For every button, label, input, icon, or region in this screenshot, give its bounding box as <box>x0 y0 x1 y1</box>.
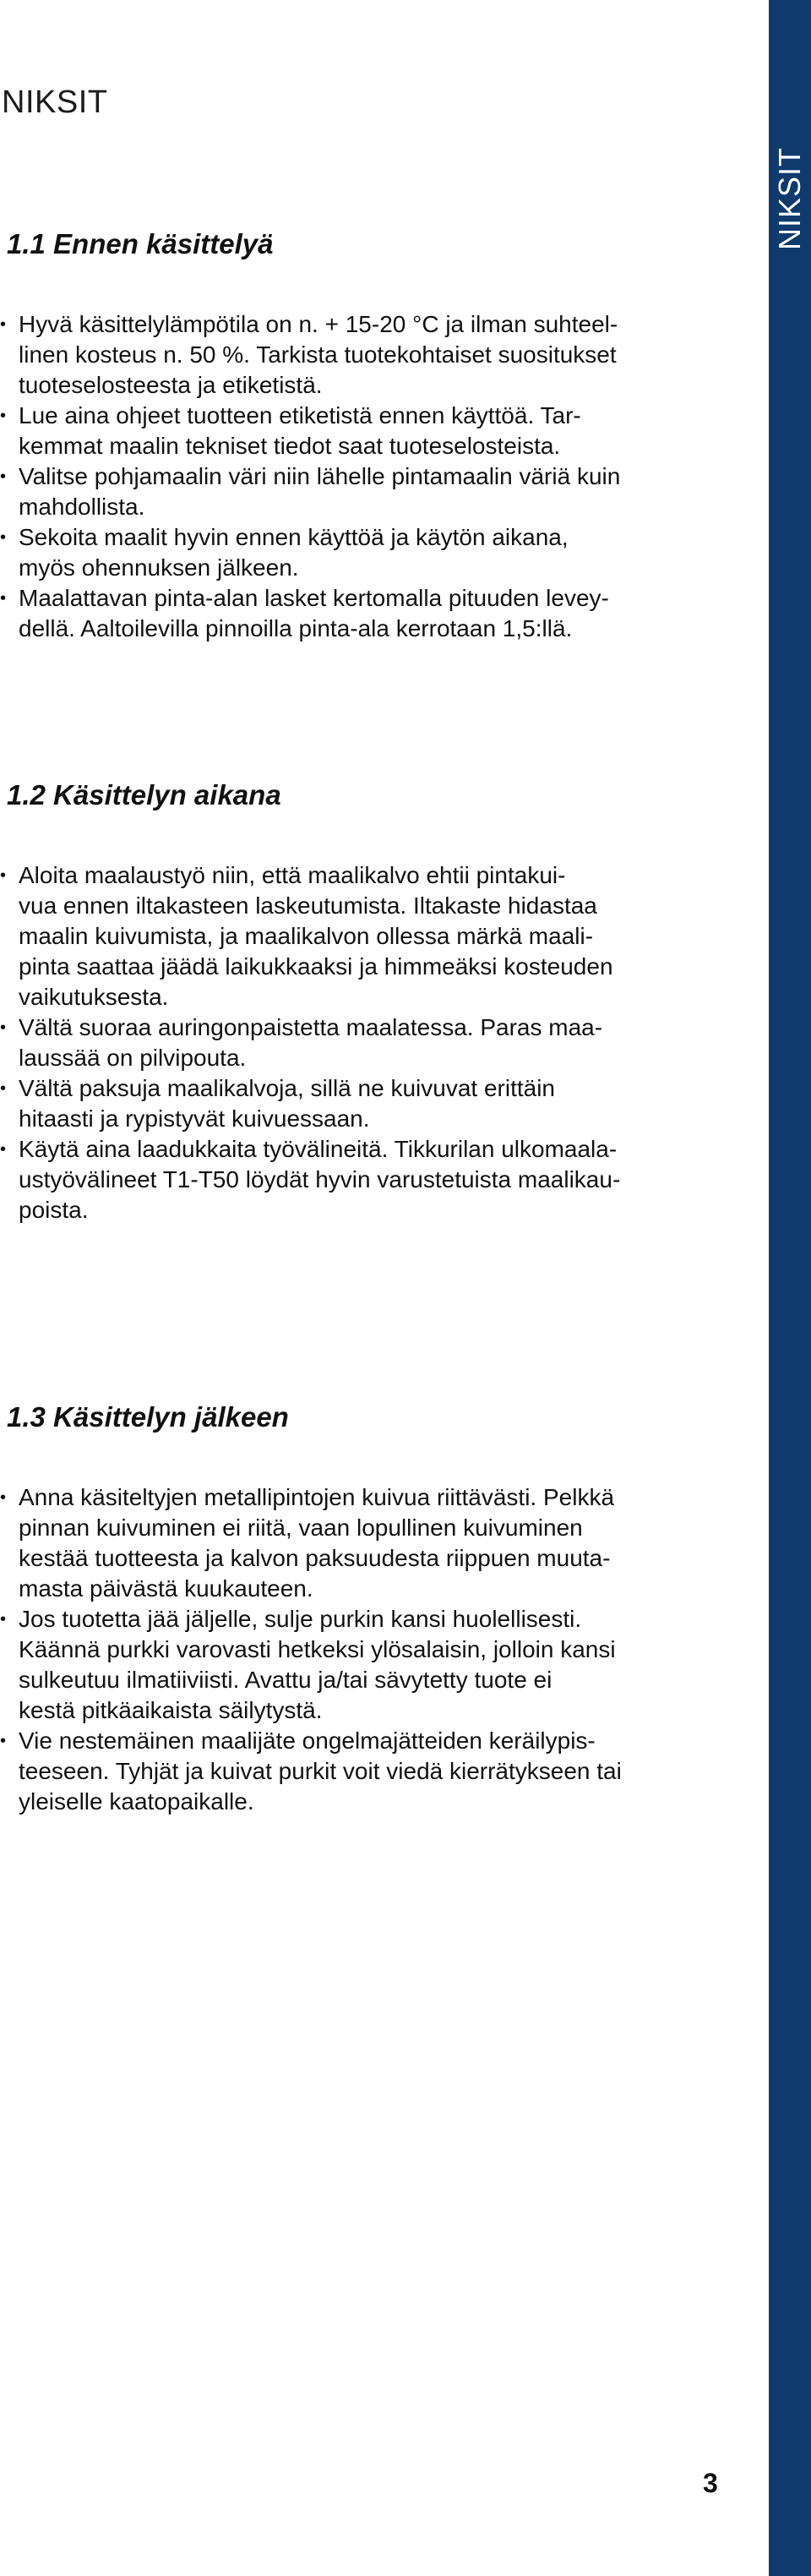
page-number: 3 <box>703 2468 718 2498</box>
bullet-line: vua ennen iltakasteen laskeutumista. Iltakaste hidastaa <box>19 892 597 919</box>
bullet-item <box>7 309 708 401</box>
bullet-line: dellä. Aaltoilevilla pinnoilla pinta-ala kerrotaan 1,5:llä. <box>19 615 573 641</box>
bullet-line: laussää on pilvipouta. <box>19 1045 247 1071</box>
bullet-item <box>7 1134 708 1225</box>
bullet-line: linen kosteus n. 50 %. Tarkista tuotekohtaiset suositukset <box>19 341 617 368</box>
bullet-line: hitaasti ja rypistyvät kuivuessaan. <box>19 1105 370 1132</box>
section-during-treatment <box>7 779 708 1225</box>
bullet-list <box>7 309 708 644</box>
bullet-line: tuoteselosteesta ja etiketistä. <box>19 372 323 398</box>
bullet-line: masta päivästä kuukauteen. <box>19 1575 313 1602</box>
bullet-list <box>7 1482 708 1817</box>
bullet-item <box>7 1726 708 1817</box>
bullet-line: teeseen. Tyhjät ja kuivat purkit voit viedä kierrätykseen tai <box>19 1758 622 1784</box>
side-label: NIKSIT <box>772 147 807 251</box>
bullet-line: • Valitse pohjamaalin väri niin lähelle pintamaalin väriä kuin <box>19 463 621 489</box>
bullet-line: • Maalattavan pinta-alan lasket kertomalla pituuden levey- <box>19 585 609 611</box>
bullet-line: • Sekoita maalit hyvin ennen käyttöä ja käytön aikana, <box>19 524 569 550</box>
bullet-line: • Vie nestemäinen maalijäte ongelmajätteiden keräilypis- <box>19 1727 596 1754</box>
bullet-item <box>7 583 708 644</box>
bullet-line: • Käytä aina laadukkaita työvälineitä. Tikkurilan ulkomaala- <box>19 1136 618 1162</box>
bullet-line: • Aloita maalaustyö niin, että maalikalvo ehtii pintakui- <box>19 862 566 888</box>
bullet-item <box>7 522 708 583</box>
bullet-line: • Vältä suoraa auringonpaistetta maalatessa. Paras maa- <box>19 1014 603 1040</box>
bullet-item <box>7 1073 708 1134</box>
bullet-line: • Anna käsiteltyjen metallipintojen kuivua riittävästi. Pelkkä <box>19 1484 615 1510</box>
bullet-line: kestää tuotteesta ja kalvon paksuudesta riippuen muuta- <box>19 1545 611 1571</box>
section-title: 1.1 Ennen käsittelyä <box>7 228 274 259</box>
bullet-line: Käännä purkki varovasti hetkeksi ylösalaisin, jolloin kansi <box>19 1636 616 1662</box>
side-band <box>769 0 811 2576</box>
bullet-item <box>7 401 708 461</box>
bullet-line: pinnan kuivuminen ei riitä, vaan lopullinen kuivuminen <box>19 1514 583 1541</box>
bullet-line: myös ohennuksen jälkeen. <box>19 554 299 581</box>
bullet-line: • Jos tuotetta jää jäljelle, sulje purkin kansi huolellisesti. <box>19 1606 582 1632</box>
bullet-line: yleiselle kaatopaikalle. <box>19 1788 254 1815</box>
bullet-item <box>7 1012 708 1073</box>
page-header: NIKSIT <box>2 85 108 120</box>
bullet-line: • Lue aina ohjeet tuotteen etiketistä ennen käyttöä. Tar- <box>19 402 581 428</box>
bullet-line: ustyövälineet T1-T50 löydät hyvin varustetuista maalikau- <box>19 1166 621 1192</box>
section-title: 1.2 Käsittelyn aikana <box>7 779 281 810</box>
bullet-line: poista. <box>19 1197 89 1223</box>
bullet-line: • Vältä paksuja maalikalvoja, sillä ne kuivuvat erittäin <box>19 1075 555 1101</box>
bullet-line: vaikutuksesta. <box>19 984 169 1010</box>
bullet-line: mahdollista. <box>19 494 145 520</box>
bullet-list <box>7 860 708 1225</box>
section-title: 1.3 Käsittelyn jälkeen <box>7 1401 289 1433</box>
bullet-line: kemmat maalin tekniset tiedot saat tuoteselosteista. <box>19 433 561 459</box>
bullet-line: pinta saattaa jäädä laikukkaaksi ja himmeäksi kosteuden <box>19 953 613 980</box>
bullet-line: sulkeutuu ilmatiiviisti. Avattu ja/tai sävytetty tuote ei <box>19 1667 552 1693</box>
bullet-line: maalin kuivumista, ja maalikalvon ollessa märkä maali- <box>19 923 594 949</box>
bullet-item <box>7 860 708 1012</box>
section-before-treatment <box>7 228 708 644</box>
bullet-item <box>7 1482 708 1604</box>
bullet-item <box>7 1604 708 1726</box>
bullet-item <box>7 461 708 522</box>
bullet-line: kestä pitkäaikaista säilytystä. <box>19 1697 323 1723</box>
section-after-treatment <box>7 1401 708 1817</box>
bullet-line: • Hyvä käsittelylämpötila on n. + 15-20 °C ja ilman suhteel- <box>19 311 618 337</box>
